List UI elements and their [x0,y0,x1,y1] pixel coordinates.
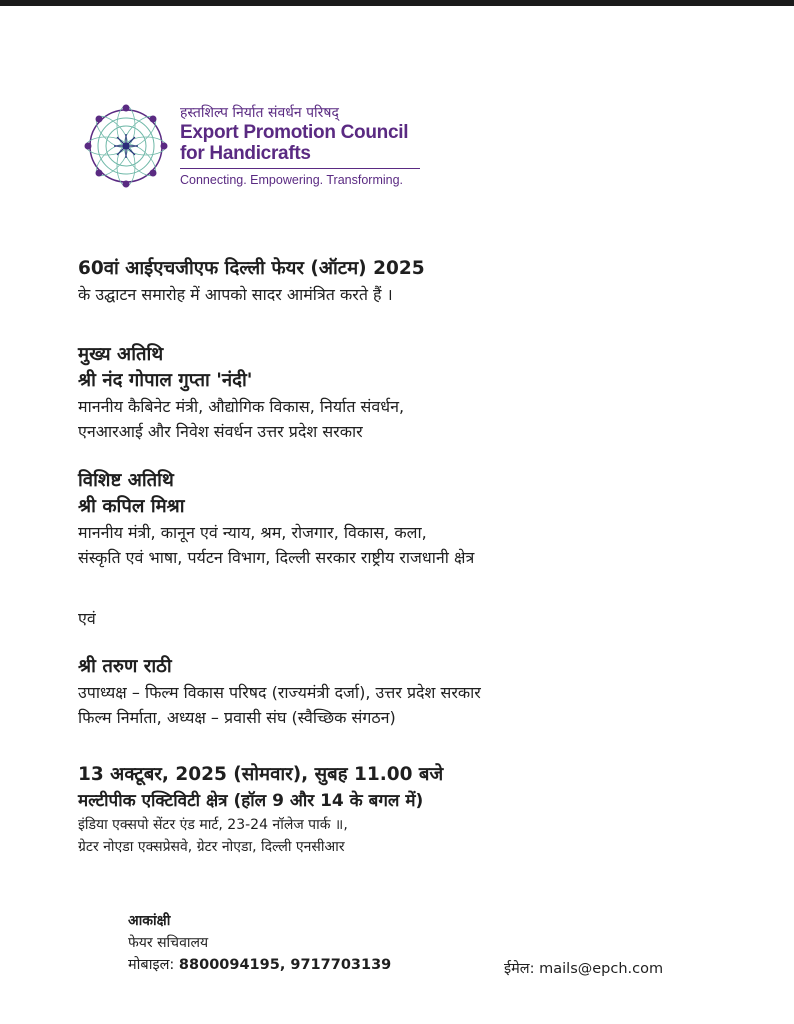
special-guest-desc-2: संस्कृति एवं भाषा, पर्यटन विभाग, दिल्ली सरकार राष्ट्रीय राजधानी क्षेत्र [78,548,475,567]
top-edge-bar [0,0,794,6]
chief-guest-heading: मुख्य अतिथि [78,344,164,365]
special-guest-desc-1: माननीय मंत्री, कानून एवं न्याय, श्रम, रोजगार, विकास, कला, [78,523,427,542]
logo-hindi-name: हस्तशिल्प निर्यात संवर्धन परिषद् [180,105,339,121]
special-guest-heading: विशिष्ट अतिथि [78,470,174,491]
invitation-title: 60वां आईएचजीएफ दिल्ली फेयर (ऑटम) 2025 [78,258,425,279]
logo-name-line1: Export Promotion Council [180,122,409,143]
email-address[interactable]: mails@epch.com [539,961,664,977]
and-separator [78,606,758,631]
invitation [78,256,758,307]
third-guest-section [78,654,758,730]
epch-logo [76,96,436,206]
and-text: एवं [78,609,96,628]
footer-office: फेयर सचिवालय [128,935,209,951]
event-address-1: इंडिया एक्सपो सेंटर एंड मार्ट, 23-24 नॉलेज पार्क ॥, [78,817,348,833]
event-venue: मल्टीपीक एक्टिविटी क्षेत्र (हॉल 9 और 14 के बगल में) [78,791,424,811]
footer-heading: आकांक्षी [128,913,171,929]
mobile-numbers[interactable]: 8800094195, 9717703139 [178,957,392,973]
event-details [78,762,758,858]
third-guest-name: श्री तरुण राठी [78,656,172,677]
invitation-line: के उद्घाटन समारोह में आपको सादर आमंत्रित करते हैं । [78,285,393,304]
chief-guest-section [78,342,758,444]
special-guest-name: श्री कपिल मिश्रा [78,496,185,517]
chief-guest-desc-2: एनआरआई और निवेश संवर्धन उत्तर प्रदेश सरकार [78,422,363,441]
email-label: ईमेल: [504,961,535,977]
chief-guest-desc-1: माननीय कैबिनेट मंत्री, औद्योगिक विकास, निर्यात संवर्धन, [78,397,405,416]
event-address-2: ग्रेटर नोएडा एक्सप्रेसवे, ग्रेटर नोएडा, दिल्ली एनसीआर [78,839,345,855]
email-contact [504,958,663,978]
logo-tagline: Connecting. Empowering. Transforming. [180,168,420,188]
chief-guest-name: श्री नंद गोपाल गुप्ता 'नंदी' [78,370,253,391]
logo-text [180,104,440,188]
third-guest-desc-2: फिल्म निर्माता, अध्यक्ष – प्रवासी संघ (स्वैच्छिक संगठन) [78,708,396,727]
special-guest-section [78,468,758,570]
mandala-logo-icon [76,96,176,196]
mobile-label: मोबाइल: [128,957,175,973]
third-guest-desc-1: उपाध्यक्ष – फिल्म विकास परिषद (राज्यमंत्री दर्जा), उत्तर प्रदेश सरकार [78,683,481,702]
event-datetime: 13 अक्टूबर, 2025 (सोमवार), सुबह 11.00 बजे [78,764,444,785]
logo-name-line2: for Handicrafts [180,143,311,164]
